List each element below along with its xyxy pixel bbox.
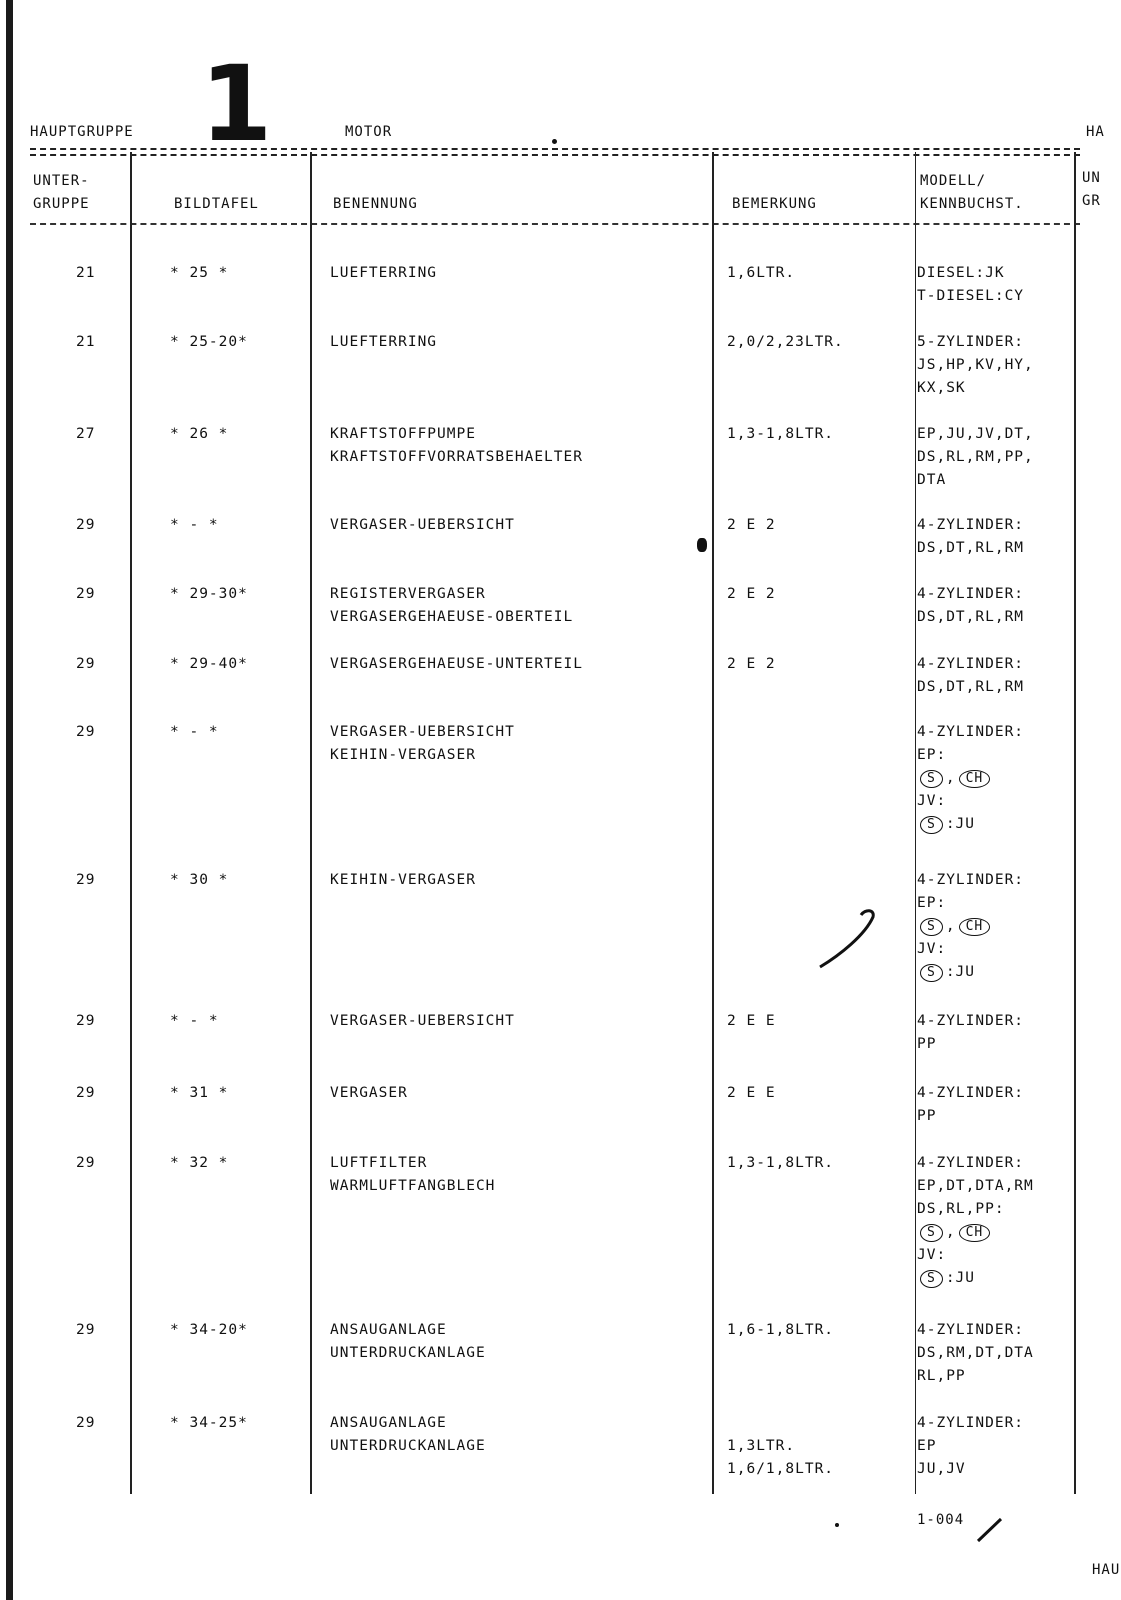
switzerland-s-badge: S bbox=[920, 770, 943, 788]
bemerkung-cell: 2,0/2,23LTR. bbox=[727, 334, 844, 350]
benennung-cell: VERGASER-UEBERSICHT bbox=[330, 1013, 515, 1029]
modell-cell: 4-ZYLINDER: EP: S , CH JV: S :JU bbox=[917, 872, 1025, 980]
column-divider bbox=[310, 152, 312, 1494]
pen-tick-mark bbox=[975, 1515, 1005, 1545]
col-header-modell: MODELL/ KENNBUCHST. bbox=[920, 173, 1024, 212]
untergruppe-cell: 29 bbox=[76, 872, 96, 888]
modell-cell: 4-ZYLINDER: EP JU,JV bbox=[917, 1415, 1025, 1477]
edge-text-bottom-right: HAU bbox=[1092, 1562, 1121, 1578]
benennung-cell: ANSAUGANLAGE UNTERDRUCKANLAGE bbox=[330, 1415, 486, 1454]
bildtafel-cell: * - * bbox=[170, 517, 219, 533]
modell-cell: 4-ZYLINDER: DS,DT,RL,RM bbox=[917, 517, 1025, 556]
scan-speck bbox=[697, 538, 707, 552]
untergruppe-cell: 21 bbox=[76, 334, 96, 350]
bildtafel-cell: * 30 * bbox=[170, 872, 229, 888]
bemerkung-cell: 1,3-1,8LTR. bbox=[727, 426, 835, 442]
col-header-bildtafel: BILDTAFEL bbox=[174, 196, 259, 212]
bildtafel-cell: * 34-20* bbox=[170, 1322, 248, 1338]
modell-cell: 4-ZYLINDER: EP,DT,DTA,RM DS,RL,PP: S , CH JV: S :JU bbox=[917, 1155, 1034, 1286]
benennung-cell: LUEFTERRING bbox=[330, 265, 438, 281]
modell-cell: EP,JU,JV,DT, DS,RL,RM,PP, DTA bbox=[917, 426, 1034, 488]
switzerland-s-badge: S bbox=[920, 964, 943, 982]
untergruppe-cell: 29 bbox=[76, 1085, 96, 1101]
page-number: 1-004 bbox=[917, 1512, 965, 1528]
bemerkung-cell: 1,3LTR. 1,6/1,8LTR. bbox=[727, 1438, 835, 1477]
col-header-bemerkung: BEMERKUNG bbox=[732, 196, 817, 212]
column-divider bbox=[1074, 152, 1076, 1494]
benennung-cell: VERGASER bbox=[330, 1085, 408, 1101]
bildtafel-cell: * 26 * bbox=[170, 426, 229, 442]
bemerkung-cell: 1,6LTR. bbox=[727, 265, 796, 281]
switzerland-ch-badge: CH bbox=[959, 770, 991, 788]
bemerkung-cell: 2 E E bbox=[727, 1013, 776, 1029]
binding-edge bbox=[6, 0, 13, 1600]
scan-speck bbox=[552, 139, 557, 144]
modell-cell: 4-ZYLINDER: EP: S , CH JV: S :JU bbox=[917, 724, 1025, 832]
bildtafel-cell: * 25-20* bbox=[170, 334, 248, 350]
column-divider bbox=[130, 152, 132, 1494]
switzerland-ch-badge: CH bbox=[959, 918, 991, 936]
bildtafel-cell: * 34-25* bbox=[170, 1415, 248, 1431]
benennung-cell: ANSAUGANLAGE UNTERDRUCKANLAGE bbox=[330, 1322, 486, 1361]
untergruppe-cell: 29 bbox=[76, 656, 96, 672]
benennung-cell: VERGASERGEHAEUSE-UNTERTEIL bbox=[330, 656, 583, 672]
bildtafel-cell: * - * bbox=[170, 1013, 219, 1029]
column-divider bbox=[712, 152, 714, 1494]
untergruppe-cell: 29 bbox=[76, 1322, 96, 1338]
modell-cell: 4-ZYLINDER: DS,DT,RL,RM bbox=[917, 586, 1025, 625]
modell-cell: 4-ZYLINDER: PP bbox=[917, 1013, 1025, 1052]
edge-text-col-1: UN bbox=[1082, 170, 1101, 186]
untergruppe-cell: 29 bbox=[76, 724, 96, 740]
col-header-benennung: BENENNUNG bbox=[333, 196, 418, 212]
scan-speck bbox=[835, 1523, 839, 1527]
benennung-cell: VERGASER-UEBERSICHT bbox=[330, 517, 515, 533]
switzerland-s-badge: S bbox=[920, 918, 943, 936]
untergruppe-cell: 21 bbox=[76, 265, 96, 281]
bemerkung-cell: 2 E 2 bbox=[727, 586, 776, 602]
bildtafel-cell: * - * bbox=[170, 724, 219, 740]
header-bottom-rule bbox=[30, 223, 1080, 225]
switzerland-s-badge: S bbox=[920, 1224, 943, 1242]
switzerland-s-badge: S bbox=[920, 816, 943, 834]
untergruppe-cell: 29 bbox=[76, 1013, 96, 1029]
benennung-cell: VERGASER-UEBERSICHT KEIHIN-VERGASER bbox=[330, 724, 515, 763]
switzerland-ch-badge: CH bbox=[959, 1224, 991, 1242]
bildtafel-cell: * 29-40* bbox=[170, 656, 248, 672]
hauptgruppe-label: HAUPTGRUPPE bbox=[30, 124, 134, 140]
bildtafel-cell: * 29-30* bbox=[170, 586, 248, 602]
bemerkung-cell: 1,3-1,8LTR. bbox=[727, 1155, 835, 1171]
column-divider bbox=[915, 152, 916, 1494]
bemerkung-cell: 2 E 2 bbox=[727, 517, 776, 533]
header-double-rule bbox=[30, 148, 1080, 156]
bemerkung-cell: 1,6-1,8LTR. bbox=[727, 1322, 835, 1338]
untergruppe-cell: 29 bbox=[76, 1155, 96, 1171]
bildtafel-cell: * 32 * bbox=[170, 1155, 229, 1171]
bildtafel-cell: * 25 * bbox=[170, 265, 229, 281]
edge-text-col-2: GR bbox=[1082, 193, 1101, 209]
benennung-cell: LUFTFILTER WARMLUFTFANGBLECH bbox=[330, 1155, 496, 1194]
page-title: MOTOR bbox=[345, 124, 393, 140]
untergruppe-cell: 27 bbox=[76, 426, 96, 442]
modell-cell: DIESEL:JK T-DIESEL:CY bbox=[917, 265, 1025, 304]
benennung-cell: KRAFTSTOFFPUMPE KRAFTSTOFFVORRATSBEHAELTER bbox=[330, 426, 583, 465]
untergruppe-cell: 29 bbox=[76, 517, 96, 533]
untergruppe-cell: 29 bbox=[76, 586, 96, 602]
untergruppe-cell: 29 bbox=[76, 1415, 96, 1431]
modell-cell: 5-ZYLINDER: JS,HP,KV,HY, KX,SK bbox=[917, 334, 1034, 396]
col-header-untergruppe: UNTER- GRUPPE bbox=[33, 173, 90, 212]
edge-text-top-right: HA bbox=[1086, 124, 1105, 140]
pen-scribble-mark bbox=[815, 905, 885, 975]
modell-cell: 4-ZYLINDER: DS,DT,RL,RM bbox=[917, 656, 1025, 695]
modell-cell: 4-ZYLINDER: DS,RM,DT,DTA RL,PP bbox=[917, 1322, 1034, 1384]
bildtafel-cell: * 31 * bbox=[170, 1085, 229, 1101]
modell-cell: 4-ZYLINDER: PP bbox=[917, 1085, 1025, 1124]
hauptgruppe-number: 1 bbox=[200, 43, 273, 165]
bemerkung-cell: 2 E 2 bbox=[727, 656, 776, 672]
switzerland-s-badge: S bbox=[920, 1270, 943, 1288]
bemerkung-cell: 2 E E bbox=[727, 1085, 776, 1101]
benennung-cell: LUEFTERRING bbox=[330, 334, 438, 350]
benennung-cell: REGISTERVERGASER VERGASERGEHAEUSE-OBERTEIL bbox=[330, 586, 574, 625]
benennung-cell: KEIHIN-VERGASER bbox=[330, 872, 476, 888]
